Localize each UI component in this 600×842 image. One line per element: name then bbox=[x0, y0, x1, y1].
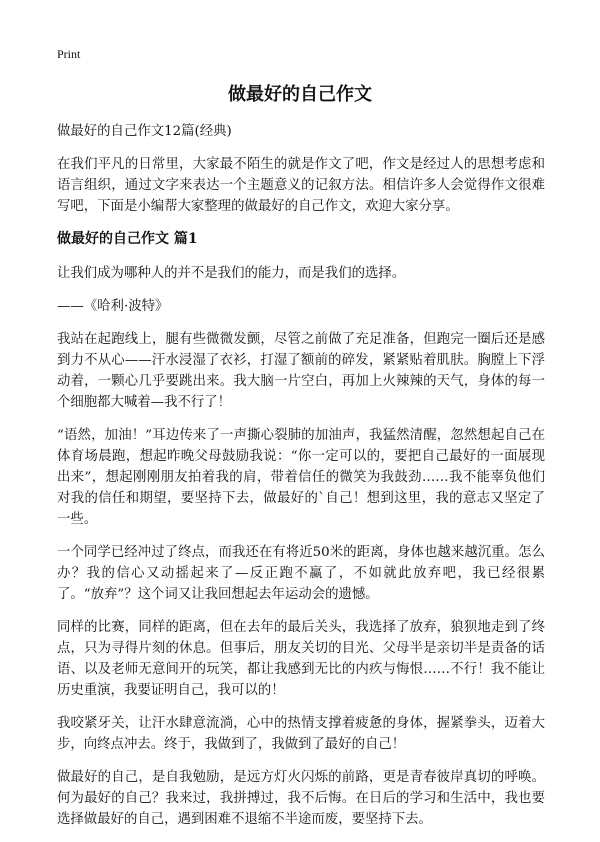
body-paragraph: 同样的比赛，同样的距离，但在去年的最后关头，我选择了放弃，狼狈地走到了终点，只为寻得片刻的休息。但事后，朋友关切的目光、父母半是亲切半是责备的话语、以及老师无意间开的玩笑，都让我感到无比的内疚与悔恨……不行！我不能让历史重演，我要证明自己，我可以的！ bbox=[57, 620, 545, 698]
page-title: 做最好的自己作文 bbox=[228, 84, 372, 105]
document-subtitle: 做最好的自己作文12篇(经典) bbox=[57, 124, 232, 139]
print-label: Print bbox=[57, 47, 81, 61]
body-paragraph: 我站在起跑线上，腿有些微微发颤，尽管之前做了充足准备，但跑完一圈后还是感到力不从心——汗水浸湿了衣衫，打湿了额前的碎发，紧紧贴着肌肤。胸膛上下浮动着，一颗心几乎要跳出来。我大脑一片空白，再加上火辣辣的天气，身体的每一个细胞都大喊着—我不行了！ bbox=[57, 332, 545, 410]
body-paragraph: 我咬紧牙关，让汗水肆意流淌，心中的热情支撑着疲惫的身体，握紧拳头，迈着大步，向终点冲去。终于，我做到了，我做到了最好的自己！ bbox=[57, 716, 545, 752]
epigraph-quote: 让我们成为哪种人的并不是我们的能力，而是我们的选择。 bbox=[57, 266, 406, 281]
body-paragraph: “语然，加油！”耳边传来了一声撕心裂肺的加油声，我猛然清醒，忽然想起自己在体育场晨跑，想起昨晚父母鼓励我说：“你一定可以的，要把自己最好的一面展现出来”，想起刚刚朋友拍着我的肩，带着信任的微笑为我鼓劲……我不能辜负他们对我的信任和期望，要坚持下去，做最好的`自己！想到这里，我的意志又坚定了一些。 bbox=[57, 428, 545, 527]
intro-paragraph: 在我们平凡的日常里，大家最不陌生的就是作文了吧，作文是经过人的思想考虑和语言组织，通过文字来表达一个主题意义的记叙方法。相信许多人会觉得作文很难写吧，下面是小编帮大家整理的做最好的自己作文，欢迎大家分享。 bbox=[57, 157, 545, 214]
document-body bbox=[57, 121, 545, 842]
epigraph-author: ——《哈利·波特》 bbox=[57, 299, 169, 314]
section-heading: 做最好的自己作文 篇1 bbox=[57, 231, 198, 247]
body-paragraph: 一个同学已经冲过了终点，而我还在有将近50米的距离，身体也越来越沉重。怎么办？我的信心又动摇起来了—反正跑不赢了，不如就此放弃吧，我已经很累了。“放弃”？这个词又让我回想起去年运动会的遗憾。 bbox=[57, 545, 545, 602]
body-paragraph: 做最好的自己，是自我勉励，是远方灯火闪烁的前路，更是青春彼岸真切的呼唤。何为最好的自己？我来过，我拼搏过，我不后悔。在日后的学习和生活中，我也要选择做最好的自己，遇到困难不退缩不半途而废，要坚持下去。 bbox=[57, 770, 545, 827]
